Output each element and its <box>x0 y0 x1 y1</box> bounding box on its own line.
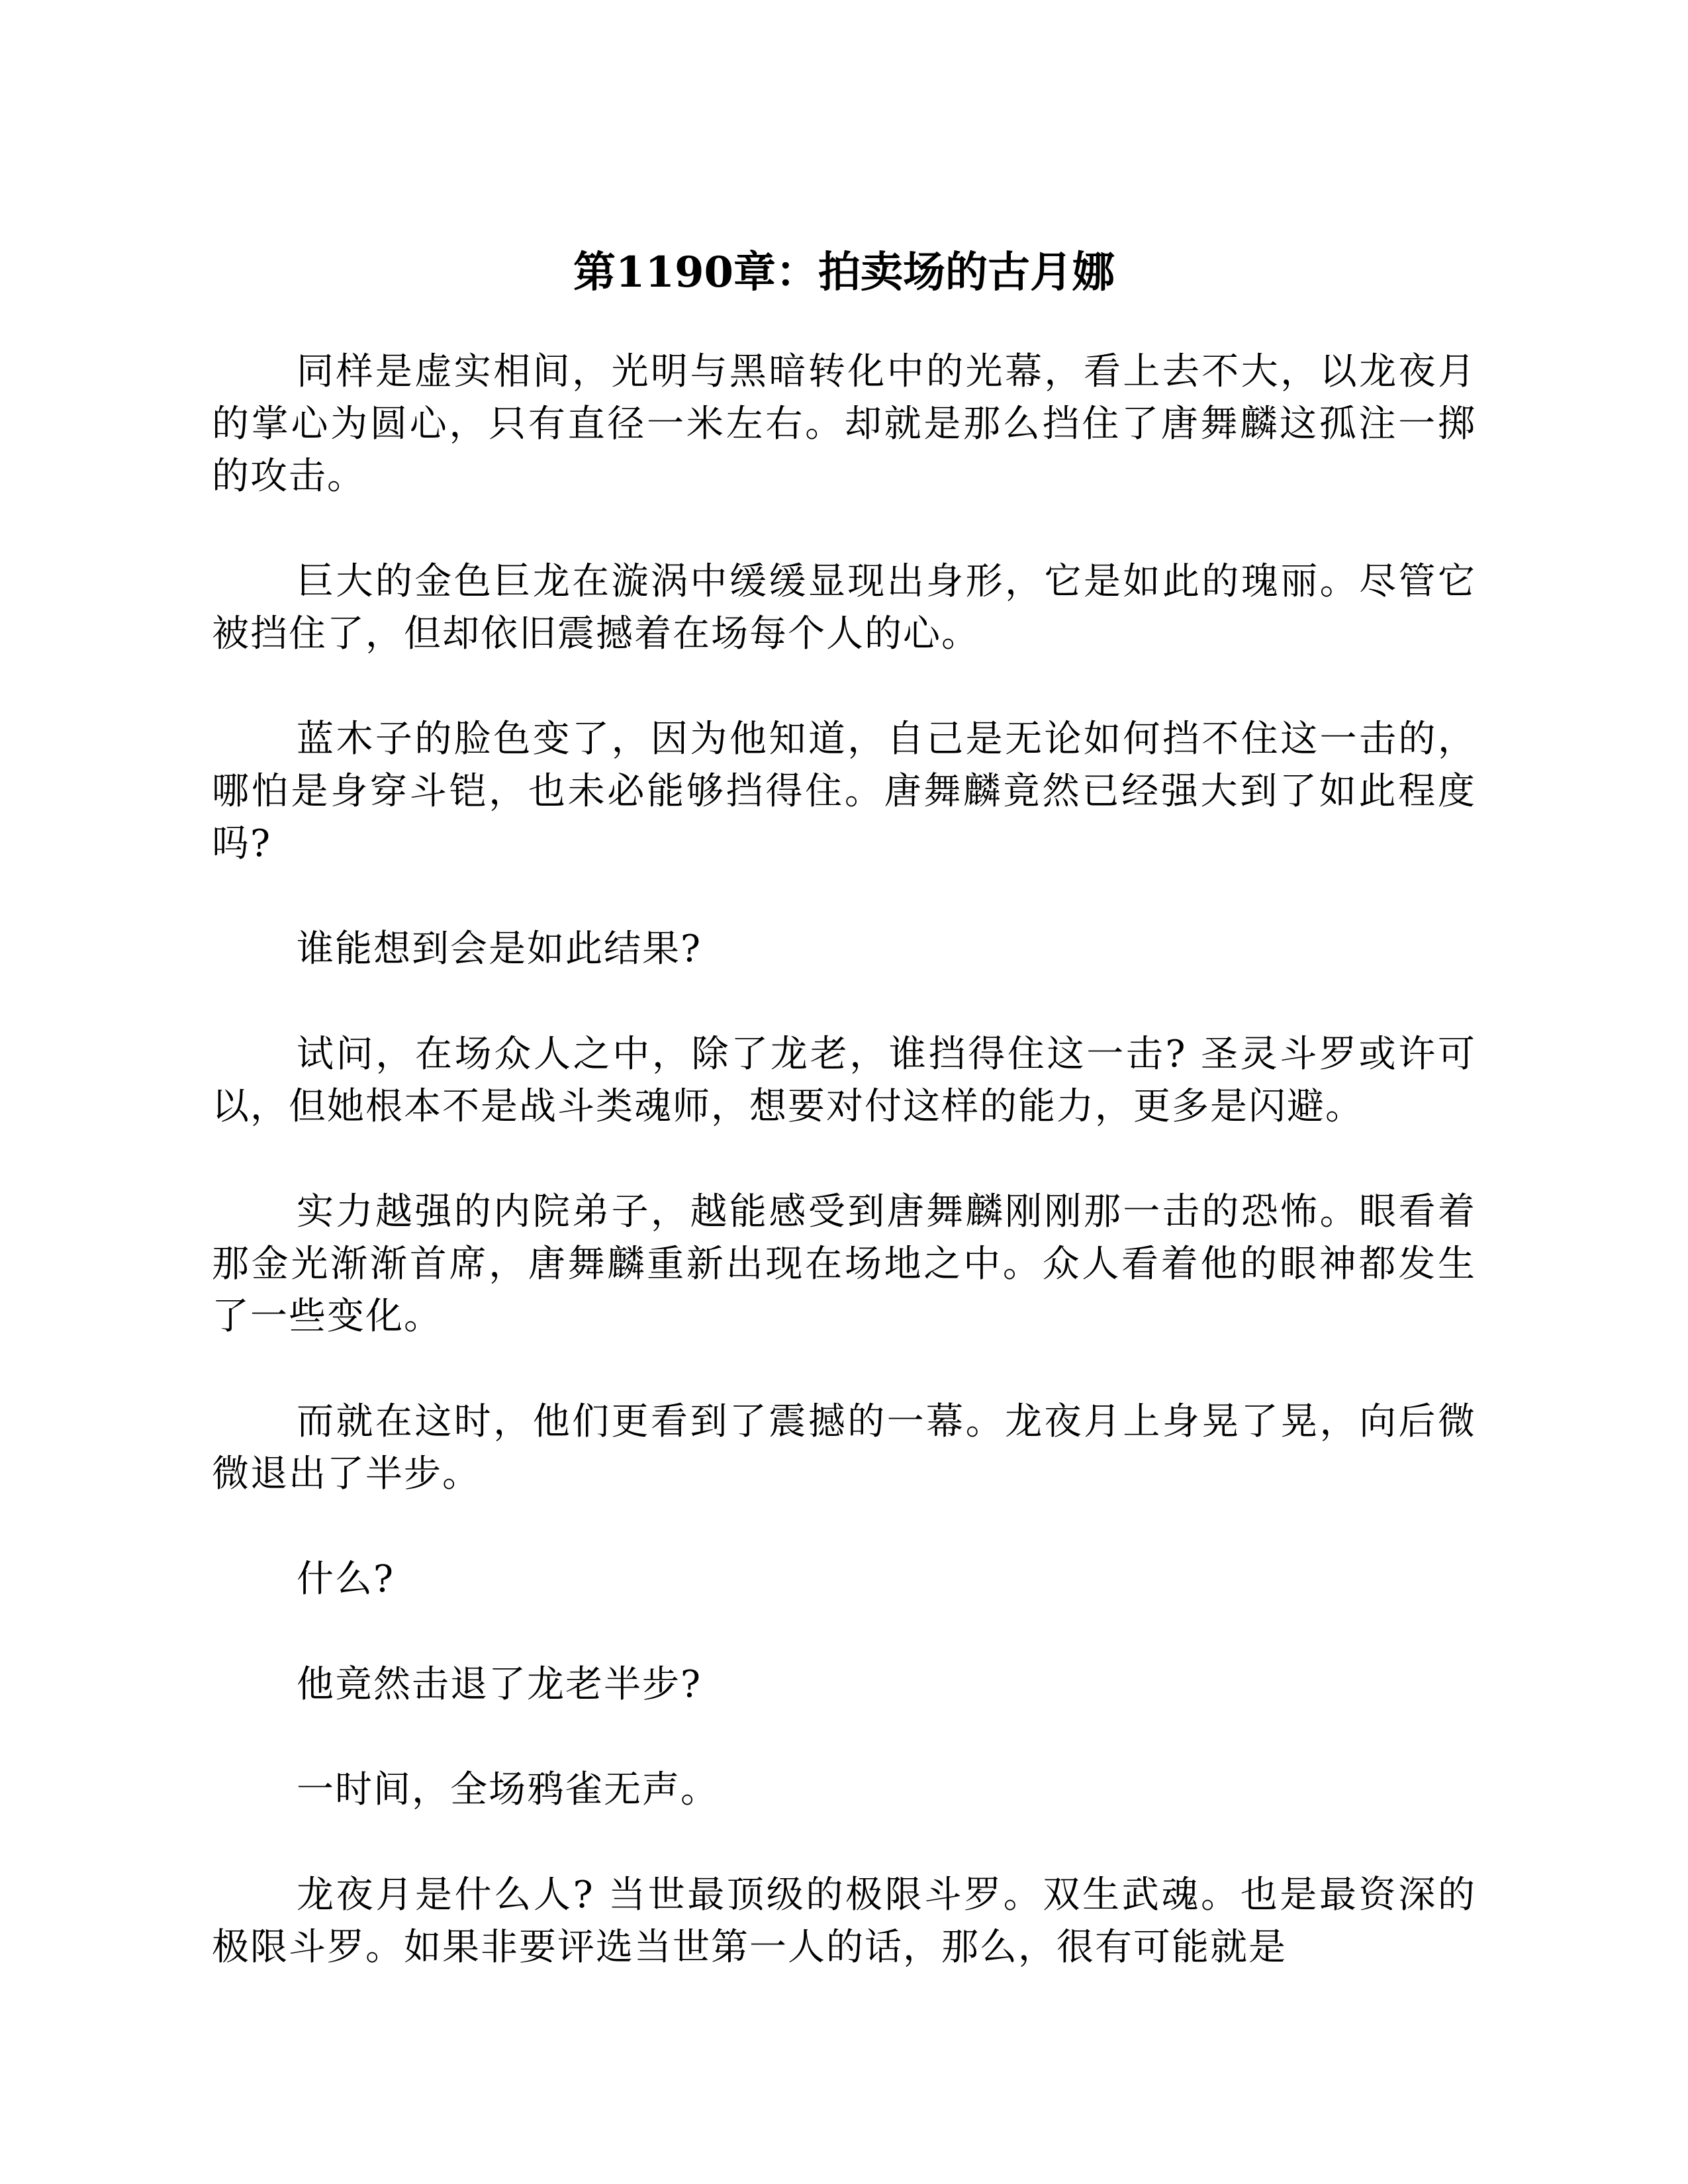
paragraph: 蓝木子的脸色变了，因为他知道，自己是无论如何挡不住这一击的，哪怕是身穿斗铠，也未必能够挡得住。唐舞麟竟然已经强大到了如此程度吗? <box>212 718 1476 865</box>
paragraph: 巨大的金色巨龙在漩涡中缓缓显现出身形，它是如此的瑰丽。尽管它被挡住了，但却依旧震撼着在场每个人的心。 <box>212 560 1476 655</box>
paragraph: 而就在这时，他们更看到了震撼的一幕。龙夜月上身晃了晃，向后微微退出了半步。 <box>212 1400 1476 1496</box>
paragraph: 龙夜月是什么人? 当世最顶级的极限斗罗。双生武魂。也是最资深的极限斗罗。如果非要评选当世第一人的话，那么，很有可能就是 <box>212 1874 1476 1969</box>
paragraph: 一时间，全场鸦雀无声。 <box>297 1768 719 1811</box>
chapter-title: 第1190章：拍卖场的古月娜 <box>573 248 1115 297</box>
paragraph: 同样是虚实相间，光明与黑暗转化中的光幕，看上去不大，以龙夜月的掌心为圆心，只有直径一米左右。却就是那么挡住了唐舞麟这孤注一掷的攻击。 <box>212 350 1476 498</box>
paragraph: 他竟然击退了龙老半步? <box>297 1663 702 1706</box>
paragraph: 实力越强的内院弟子，越能感受到唐舞麟刚刚那一击的恐怖。眼看着那金光渐渐首席，唐舞麟重新出现在场地之中。众人看着他的眼神都发生了一些变化。 <box>212 1190 1476 1338</box>
paragraph: 试问，在场众人之中，除了龙老，谁挡得住这一击? 圣灵斗罗或许可以，但她根本不是战斗类魂师，想要对付这样的能力，更多是闪避。 <box>212 1033 1476 1128</box>
chapter-body <box>212 346 1476 2026</box>
paragraph: 什么? <box>297 1558 395 1601</box>
paragraph: 谁能想到会是如此结果? <box>297 927 702 971</box>
